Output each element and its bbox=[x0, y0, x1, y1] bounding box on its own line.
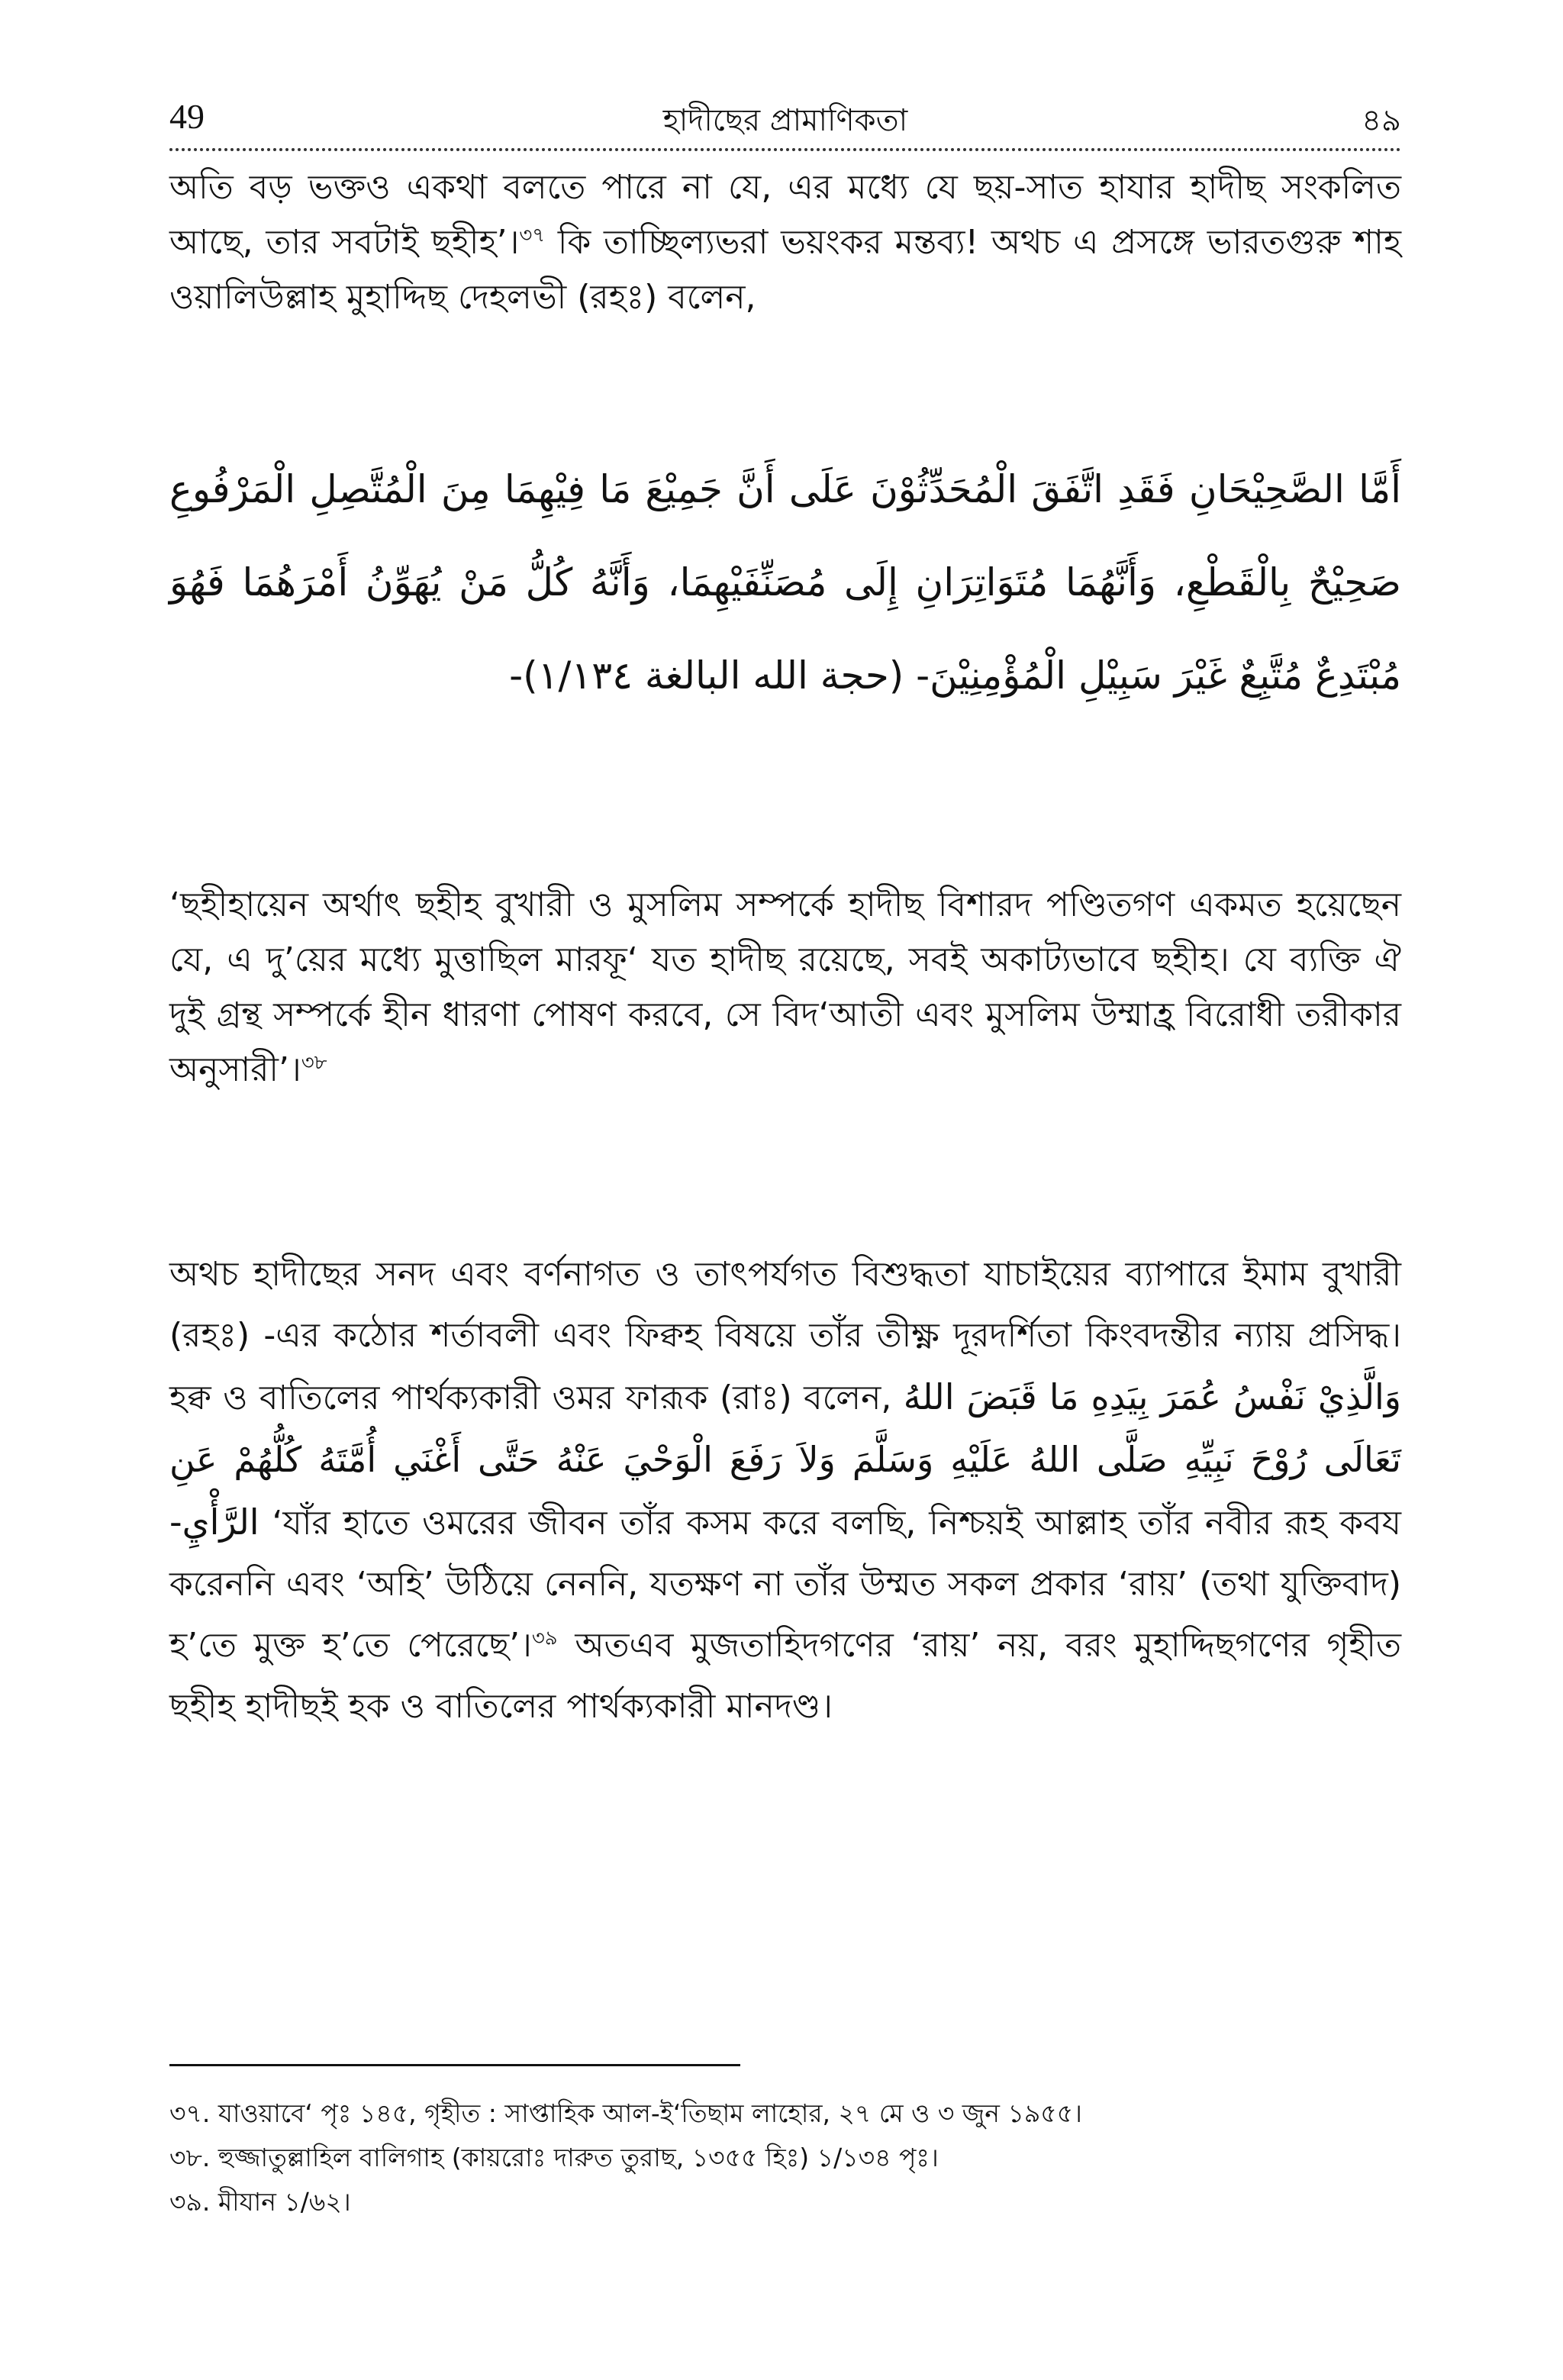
third-text-after: অতএব মুজতাহিদগণের ‘রায়’ নয়, বরং মুহাদ্দিছগণের গৃহীত ছহীহ হাদীছই হক ও বাতিলের পার্থক্যকারী মানদণ্ড। bbox=[169, 1626, 1401, 1726]
intro-paragraph bbox=[169, 160, 1401, 325]
footnote-ref-38: ৩৮ bbox=[301, 1051, 327, 1075]
translation-text: ‘ছহীহায়েন অর্থাৎ ছহীহ বুখারী ও মুসলিম সম্পর্কে হাদীছ বিশারদ পণ্ডিতগণ একমত হয়েছেন যে, এ দু’য়ের মধ্যে মুত্তাছিল মারফূ‘ যত হাদীছ রয়েছে, সবই অকাট্যভাবে ছহীহ। যে ব্যক্তি ঐ দুই গ্রন্থ সম্পর্কে হীন ধারণা পোষণ করবে, সে বিদ‘আতী এবং মুসলিম উম্মাহ্র বিরোধী তরীকার অনুসারী’। bbox=[169, 885, 1401, 1089]
running-header bbox=[169, 90, 1401, 144]
footnote-ref-37: ৩৭ bbox=[519, 224, 546, 247]
intro-text: অতি বড় ভক্তও একথা বলতে পারে না যে, এর মধ্যে যে ছয়-সাত হাযার হাদীছ সংকলিত আছে, তার সবটাই ছহীহ’। bbox=[169, 168, 1401, 262]
page-number-latin: 49 bbox=[169, 97, 205, 136]
running-title: হাদীছের প্রামাণিকতা bbox=[662, 103, 908, 138]
footnote-39: ৩৯. মীযান ১/৬২। bbox=[169, 2187, 351, 2217]
page-number-bengali: ৪৯ bbox=[1362, 103, 1401, 138]
arabic-quote-umar: وَالَّذِيْ نَفْسُ عُمَرَ بِيَدِهِ مَا قَبَضَ اللهُ تَعَالَى رُوْحَ نَبِيِّهِ صَلَّى اللهُ عَلَيْهِ وَسَلَّمَ وَلاَ رَفَعَ الْوَحْيَ عَنْهُ حَتَّى أَغْنَي أُمَّتَهُ كُلُّهُمْ عَنِ الرَّأْيِ- bbox=[169, 1376, 1401, 1543]
arabic-quote-hujjatullah: أَمَّا الصَّحِيْحَانِ فَقَدِ اتَّفَقَ الْمُحَدِّثُوْنَ عَلَى أَنَّ جَمِيْعَ مَا فِيْهِمَا مِنَ الْمُتَّصِلِ الْمَرْفُوعِ صَحِيْحٌ بِالْقَطْعِ، وَأَنَّهُمَا مُتَوَاتِرَانِ إِلَى مُصَنِّفَيْهِمَا، وَأَنَّهُ كُلُّ مَنْ يُهَوِّنُ أَمْرَهُمَا فَهُوَ مُبْتَدِعٌ مُتَّبِعٌ غَيْرَ سَبِيْلِ الْمُؤْمِنِيْنَ- (حجة الله البالغة ١/١٣٤)- bbox=[169, 467, 1401, 698]
header-dotted-rule bbox=[169, 148, 1401, 151]
footnote-separator bbox=[169, 2064, 740, 2066]
footnote-38: ৩৮. হুজ্জাতুল্লাহিল বালিগাহ (কায়রোঃ দারুত তুরাছ, ১৩৫৫ হিঃ) ১/১৩৪ পৃঃ। bbox=[169, 2143, 939, 2172]
translation-paragraph bbox=[169, 878, 1401, 1098]
footnote-37: ৩৭. যাওয়াবে‘ পৃঃ ১৪৫, গৃহীত : সাপ্তাহিক আল-ই‘তিছাম লাহোর, ২৭ মে ও ৩ জুন ১৯৫৫। bbox=[169, 2098, 1082, 2128]
third-text: অথচ হাদীছের সনদ এবং বর্ণনাগত ও তাৎপর্যগত বিশুদ্ধতা যাচাইয়ের ব্যাপারে ইমাম বুখারী (রহঃ) -এর কঠোর শর্তাবলী এবং ফিক্বহ বিষয়ে তাঁর তীক্ষ্ণ দূরদর্শিতা কিংবদন্তীর ন্যায় প্রসিদ্ধ। হক্ব ও বাতিলের পার্থক্যকারী ওমর ফারূক (রাঃ) বলেন, bbox=[169, 1255, 1401, 1417]
footnote-ref-39: ৩৯ bbox=[531, 1627, 558, 1650]
umar-translation: ‘যাঁর হাতে ওমরের জীবন তাঁর কসম করে বলছি, নিশ্চয়ই আল্লাহ তাঁর নবীর রূহ কবয করেননি এবং ‘অহি’ উঠিয়ে নেননি, যতক্ষণ না তাঁর উম্মত সকল প্রকার ‘রায়’ (তথা যুক্তিবাদ) হ’তে মুক্ত হ’তে পেরেছে’। bbox=[169, 1504, 1401, 1665]
footnotes bbox=[169, 2091, 1401, 2224]
intro-text-after: কি তাচ্ছিল্যভরা ভয়ংকর মন্তব্য! অথচ এ প্রসঙ্গে ভারতগুরু শাহ ওয়ালিউল্লাহ মুহাদ্দিছ দেহলভী (রহঃ) বলেন, bbox=[169, 223, 1401, 317]
third-paragraph bbox=[169, 1244, 1401, 1737]
